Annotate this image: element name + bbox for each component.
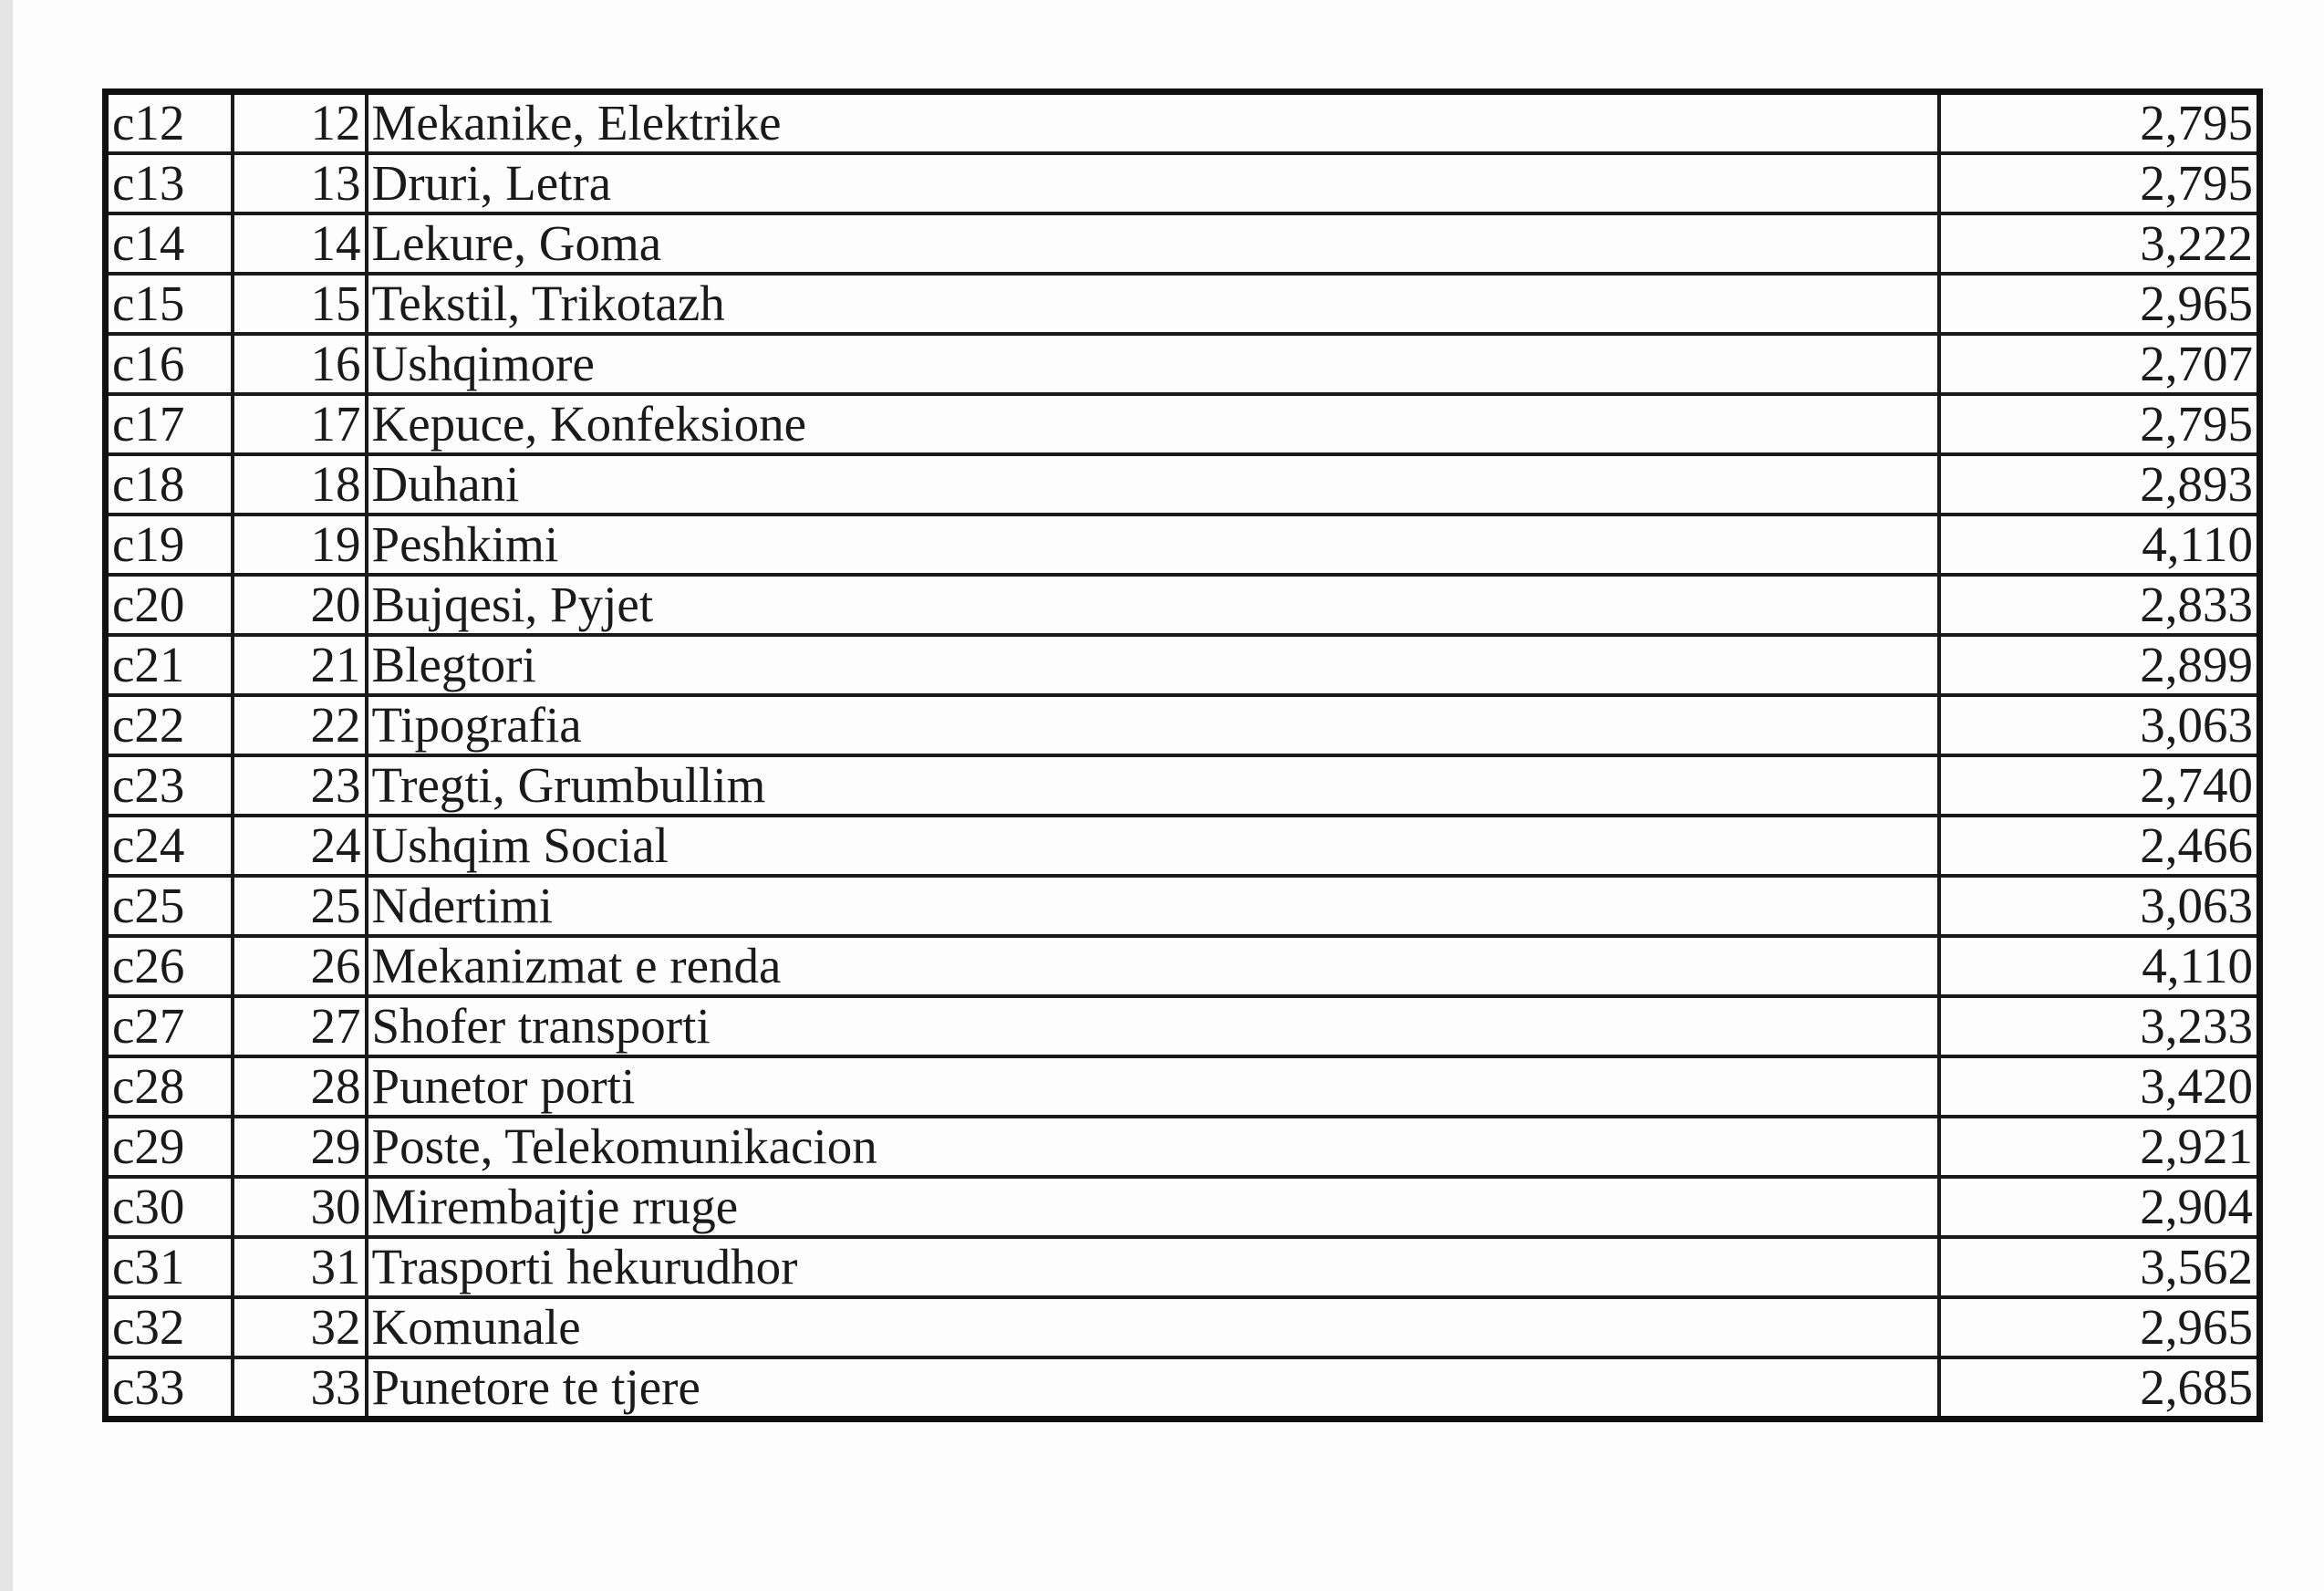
row-number-cell: 21 [233,635,367,695]
row-code-cell: c29 [106,1117,233,1177]
row-number-cell: 15 [233,274,367,334]
row-name-cell: Kepuce, Konfeksione [367,394,1939,454]
row-name-cell: Duhani [367,454,1939,515]
row-value-cell: 2,707 [1939,334,2260,394]
row-value-cell: 2,795 [1939,394,2260,454]
table-row [106,515,2260,575]
table-row [106,816,2260,876]
table-row [106,92,2260,154]
row-name-cell: Tipografia [367,695,1939,755]
row-value-cell: 3,420 [1939,1056,2260,1117]
coefficient-table [102,88,2263,1422]
row-number-cell: 32 [233,1297,367,1357]
row-name-cell: Ushqim Social [367,816,1939,876]
table-row [106,695,2260,755]
row-name-cell: Mekanike, Elektrike [367,92,1939,154]
row-number-cell: 33 [233,1357,367,1419]
row-value-cell: 4,110 [1939,936,2260,996]
viewer-left-edge [0,0,13,1591]
row-number-cell: 12 [233,92,367,154]
row-number-cell: 29 [233,1117,367,1177]
row-code-cell: c20 [106,575,233,635]
row-code-cell: c15 [106,274,233,334]
row-code-cell: c14 [106,213,233,274]
row-code-cell: c18 [106,454,233,515]
row-number-cell: 17 [233,394,367,454]
row-code-cell: c31 [106,1237,233,1297]
table-row [106,454,2260,515]
table-row [106,996,2260,1056]
row-name-cell: Ndertimi [367,876,1939,936]
row-number-cell: 26 [233,936,367,996]
row-code-cell: c27 [106,996,233,1056]
table-row [106,153,2260,213]
table-row [106,575,2260,635]
row-name-cell: Blegtori [367,635,1939,695]
table-row [106,1237,2260,1297]
row-value-cell: 2,904 [1939,1177,2260,1237]
row-name-cell: Punetore te tjere [367,1357,1939,1419]
row-code-cell: c24 [106,816,233,876]
row-value-cell: 2,893 [1939,454,2260,515]
row-code-cell: c19 [106,515,233,575]
row-code-cell: c25 [106,876,233,936]
row-number-cell: 13 [233,153,367,213]
row-value-cell: 2,685 [1939,1357,2260,1419]
row-number-cell: 14 [233,213,367,274]
row-number-cell: 27 [233,996,367,1056]
table-body [106,92,2260,1419]
row-value-cell: 2,965 [1939,274,2260,334]
row-value-cell: 3,562 [1939,1237,2260,1297]
row-code-cell: c22 [106,695,233,755]
row-number-cell: 31 [233,1237,367,1297]
table-row [106,1117,2260,1177]
row-value-cell: 2,921 [1939,1117,2260,1177]
row-name-cell: Mekanizmat e renda [367,936,1939,996]
row-name-cell: Mirembajtje rruge [367,1177,1939,1237]
row-name-cell: Lekure, Goma [367,213,1939,274]
row-value-cell: 2,833 [1939,575,2260,635]
table-row [106,635,2260,695]
row-name-cell: Tregti, Grumbullim [367,755,1939,816]
row-name-cell: Shofer transporti [367,996,1939,1056]
table-row [106,1357,2260,1419]
row-code-cell: c32 [106,1297,233,1357]
row-value-cell: 2,965 [1939,1297,2260,1357]
row-name-cell: Trasporti hekurudhor [367,1237,1939,1297]
table-row [106,274,2260,334]
row-number-cell: 24 [233,816,367,876]
row-code-cell: c17 [106,394,233,454]
row-number-cell: 25 [233,876,367,936]
row-number-cell: 28 [233,1056,367,1117]
row-code-cell: c21 [106,635,233,695]
row-value-cell: 2,899 [1939,635,2260,695]
row-code-cell: c26 [106,936,233,996]
row-code-cell: c12 [106,92,233,154]
table-row [106,334,2260,394]
row-code-cell: c30 [106,1177,233,1237]
row-name-cell: Peshkimi [367,515,1939,575]
row-number-cell: 23 [233,755,367,816]
table-row [106,394,2260,454]
row-value-cell: 4,110 [1939,515,2260,575]
row-value-cell: 2,795 [1939,92,2260,154]
row-name-cell: Tekstil, Trikotazh [367,274,1939,334]
table-row [106,1297,2260,1357]
row-name-cell: Ushqimore [367,334,1939,394]
row-number-cell: 16 [233,334,367,394]
table-row [106,1056,2260,1117]
row-number-cell: 30 [233,1177,367,1237]
row-name-cell: Druri, Letra [367,153,1939,213]
row-number-cell: 22 [233,695,367,755]
table-row [106,213,2260,274]
document-sheet [13,0,2324,1591]
row-name-cell: Komunale [367,1297,1939,1357]
row-value-cell: 2,740 [1939,755,2260,816]
row-number-cell: 19 [233,515,367,575]
row-code-cell: c13 [106,153,233,213]
row-code-cell: c16 [106,334,233,394]
row-name-cell: Bujqesi, Pyjet [367,575,1939,635]
row-value-cell: 3,233 [1939,996,2260,1056]
row-value-cell: 3,222 [1939,213,2260,274]
row-value-cell: 3,063 [1939,695,2260,755]
table-row [106,936,2260,996]
table-row [106,1177,2260,1237]
row-number-cell: 20 [233,575,367,635]
row-value-cell: 3,063 [1939,876,2260,936]
table-row [106,876,2260,936]
row-code-cell: c28 [106,1056,233,1117]
row-name-cell: Punetor porti [367,1056,1939,1117]
row-code-cell: c33 [106,1357,233,1419]
row-code-cell: c23 [106,755,233,816]
table-row [106,755,2260,816]
row-value-cell: 2,795 [1939,153,2260,213]
row-name-cell: Poste, Telekomunikacion [367,1117,1939,1177]
row-number-cell: 18 [233,454,367,515]
row-value-cell: 2,466 [1939,816,2260,876]
